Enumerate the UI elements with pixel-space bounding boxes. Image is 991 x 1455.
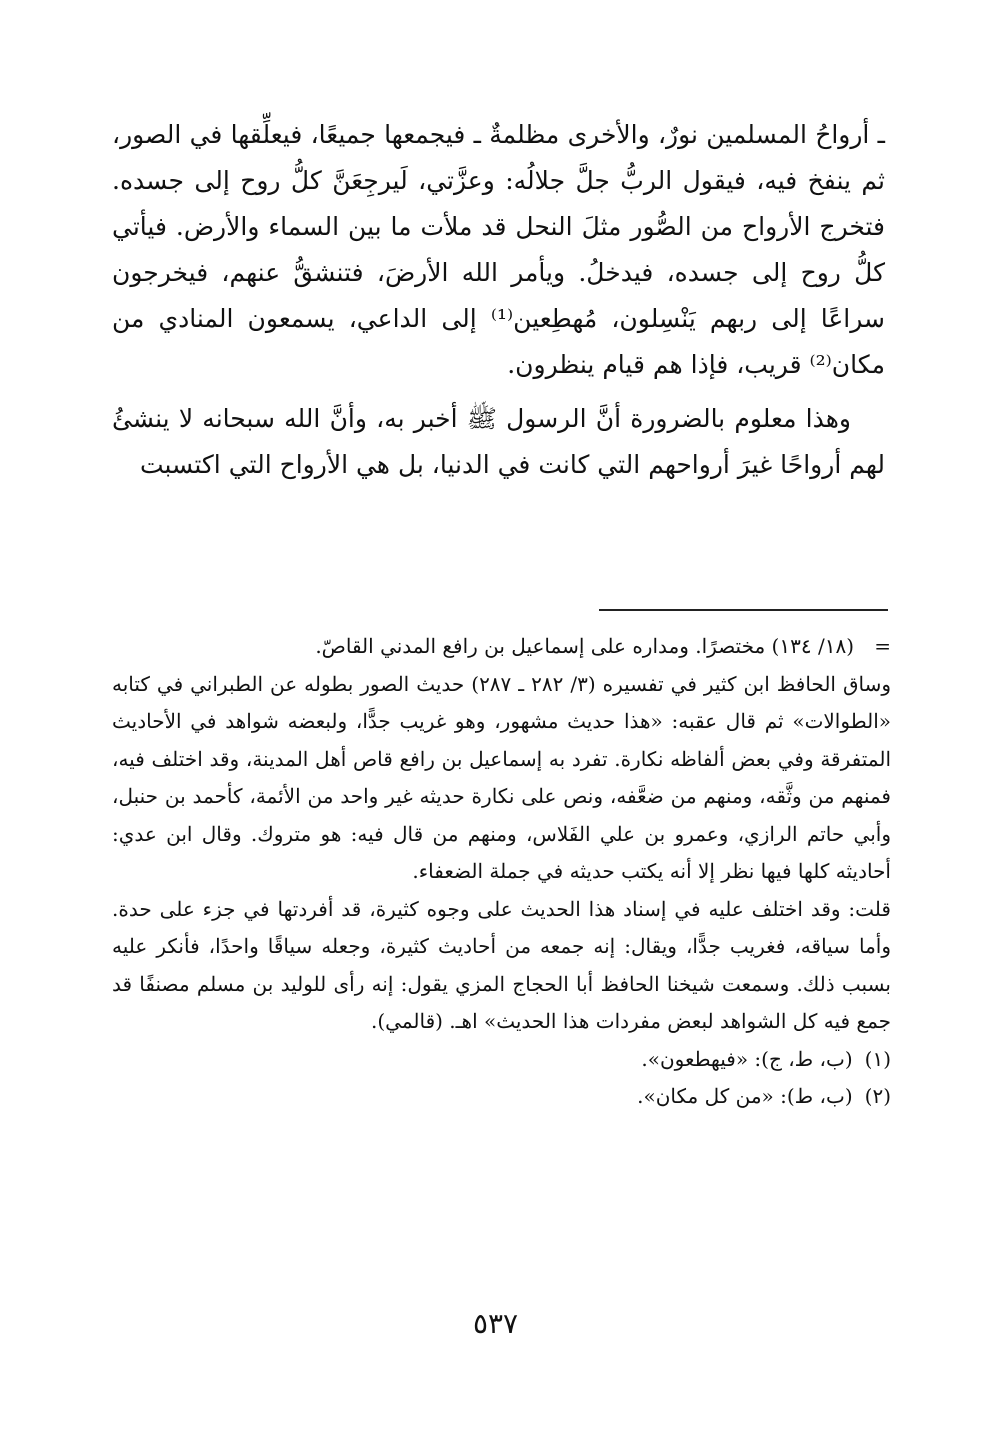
continuation-text: (١٨/ ١٣٤) مختصرًا. ومداره على إسماعيل بن رافع المدني القاصّ.	[315, 634, 854, 658]
footnotes	[112, 628, 891, 1116]
footnote-block-2: قلت: وقد اختلف عليه في إسناد هذا الحديث على وجوه كثيرة، قد أفردتها في جزء على حدة. وأما سياقه، فغريب جدًّا، ويقال: إنه جمعه من أحاديث كثيرة، وجعله سياقًا واحدًا، فأنكر عليه بسبب ذلك. وسمعت شيخنا الحافظ أبا الحجاج المزي يقول: إنه رأى للوليد بن مسلم مصنفًا قد جمع فيه كل الشواهد لبعض مفردات هذا الحديث» اهـ. (قالمي).	[112, 896, 891, 1033]
footnote-continuation	[112, 628, 891, 666]
main-paragraph-2: وهذا معلوم بالضرورة أنَّ الرسول ﷺ أخبر به، وأنَّ الله سبحانه لا ينشئُ لهم أرواحًا غيرَ أرواحهم التي كانت في الدنيا، بل هي الأرواح التي اكتسبت	[112, 404, 885, 479]
continuation-marker: =	[874, 634, 891, 658]
footnote-block-1: وساق الحافظ ابن كثير في تفسيره (٣/ ٢٨٢ ـ ٢٨٧) حديث الصور بطوله عن الطبراني في كتابه «الطوالات» ثم قال عقبه: «هذا حديث مشهور، وهو غريب جدًّا، ولبعضه شواهد في الأحاديث المتفرقة وفي بعض ألفاظه نكارة. تفرد به إسماعيل بن رافع قاص أهل المدينة، وقد اختلف فيه، فمنهم من وثَّقه، ومنهم من ضعَّفه، ونص على نكارة حديثه غير واحد من الأئمة، كأحمد بن حنبل، وأبي حاتم الرازي، وعمرو بن علي الفَلاس، ومنهم من قال فيه: هو متروك. وقال ابن عدي: أحاديثه كلها فيها نظر إلا أنه يكتب حديثه في جملة الضعفاء.	[112, 671, 892, 883]
footnote-text: (ب، ط، ج): «فيهطعون».	[641, 1046, 853, 1071]
footnote-item-1	[112, 1041, 891, 1079]
footnote-item-2	[112, 1078, 891, 1116]
footnote-text: (ب، ط): «من كل مكان».	[637, 1084, 853, 1108]
page-number: ٥٣٧	[472, 1307, 519, 1340]
main-paragraph-1: ـ أرواحُ المسلمين نورٌ، والأخرى مظلمةٌ ـ فيجمعها جميعًا، فيعلِّقها في الصور، ثم ينفخ فيه، فيقول الربُّ جلَّ جلالُه: وعزَّتي، لَيرجِعَنَّ كلُّ روح إلى جسده. فتخرج الأرواح من الصُّور مثلَ النحل قد ملأت ما بين السماء والأرض. فيأتي كلُّ روح إلى جسده، فيدخلُ. ويأمر الله الأرضَ، فتنشقُّ عنهم، فيخرجون سراعًا إلى ربهم يَنْسِلون، مُهطِعين⁽¹⁾ إلى الداعي، يسمعون المنادي من مكان⁽²⁾ قريب، فإذا هم قيام ينظرون.	[112, 120, 885, 379]
footnote-number: (١)	[864, 1046, 891, 1071]
footnote-separator	[599, 609, 888, 611]
footnote-number: (٢)	[864, 1084, 891, 1108]
main-text	[112, 112, 885, 488]
